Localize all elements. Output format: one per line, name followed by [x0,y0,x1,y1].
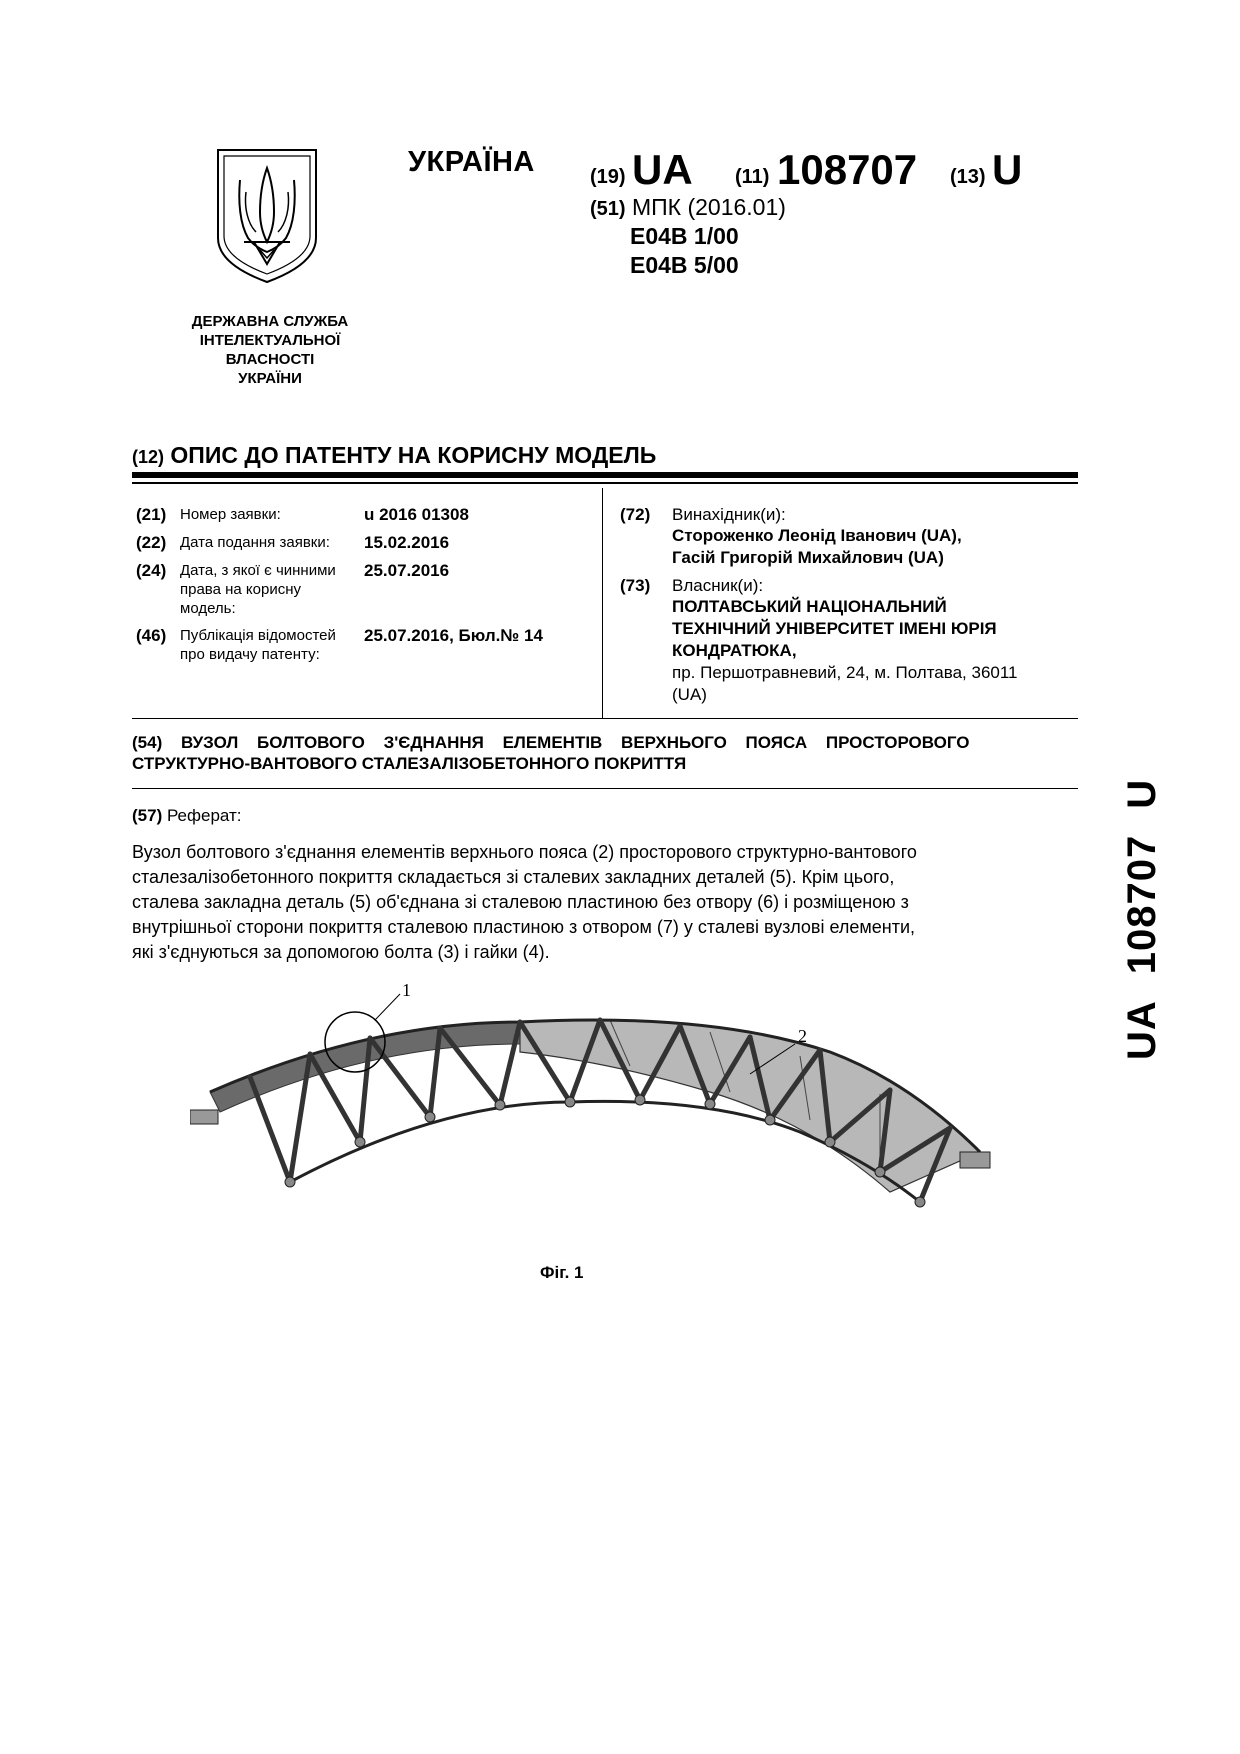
side-kind-code: U [1120,778,1164,809]
abstract-heading [132,806,242,826]
inid-code-12: (12) [132,447,165,467]
figure-label-2: 2 [798,1026,807,1046]
field-label: Дата подання заявки: [180,534,330,551]
owner-name-line: ПОЛТАВСЬКИЙ НАЦІОНАЛЬНИЙ [672,597,947,616]
patent-number: 108707 [777,146,918,193]
inid-code-19: (19) [590,166,626,188]
inid-code-54: (54) [132,733,163,752]
field-code: (24) [136,561,167,580]
figure-truss-roof [190,982,1020,1222]
abstract-line: внутрішньої сторони покриття сталевою пластиною з отвором (7) у сталеві вузлові елементи, [132,917,916,937]
country-code: UA [632,146,693,193]
agency-line: УКРАЇНИ [238,370,302,387]
inventor-name: Стороженко Леонід Іванович (UA), [672,526,962,545]
inid-code-57: (57) [132,806,163,825]
abstract-line: які з'єднуються за допомогою болта (3) і гайки (4). [132,942,550,962]
inid-code-11: (11) [735,166,770,188]
side-document-id [1120,778,1240,1060]
ipc-line [590,194,786,221]
agency-line: ДЕРЖАВНА СЛУЖБА [191,313,349,330]
ipc-label: МПК (2016.01) [631,194,786,220]
coat-of-arms-icon [214,146,320,286]
field-label: Публікація відомостей про видачу патенту: [180,627,336,663]
document-type [132,442,656,469]
agency-name [170,312,370,388]
owner-name-line: ТЕХНІЧНИЙ УНІВЕРСИТЕТ ІМЕНІ ЮРІЯ [672,619,997,638]
field-code: (46) [136,626,167,645]
abstract-label: Реферат: [166,806,242,825]
figure-caption: Фіг. 1 [540,1263,584,1282]
divider [132,482,1078,484]
owner-address-line: (UA) [672,685,707,704]
divider [132,788,1078,789]
inid-code-51: (51) [590,198,626,220]
side-country-code: UA [1120,1000,1164,1060]
inventors-label: Винахідник(и): [672,505,786,524]
abstract-line: Вузол болтового з'єднання елементів верхнього пояса (2) просторового структурно-вантового [132,842,917,862]
field-code: (22) [136,533,167,552]
invention-title-line: СТРУКТУРНО-ВАНТОВОГО СТАЛЕЗАЛІЗОБЕТОННОГО ПОКРИТТЯ [132,754,687,773]
country-name: УКРАЇНА [408,146,535,178]
owner-name-line: КОНДРАТЮКА, [672,641,797,660]
field-label: Дата, з якої є чинними права на корисну модель: [180,562,336,617]
document-type-title: ОПИС ДО ПАТЕНТУ НА КОРИСНУ МОДЕЛЬ [170,442,657,468]
field-value: 25.07.2016 [364,561,450,580]
field-label: Номер заявки: [180,506,281,523]
invention-title [132,732,1068,754]
figure-label-1: 1 [402,982,411,1000]
column-divider [602,488,603,718]
owner-label: Власник(и): [672,576,764,595]
divider [132,472,1078,478]
abstract-line: сталева закладна деталь (5) об'єднана зі сталевою пластиною без отвору (6) і розміщеною з [132,892,909,912]
agency-line: ВЛАСНОСТІ [225,351,315,368]
ipc-class: E04B 5/00 [630,252,739,278]
field-code: (21) [136,505,167,524]
divider [132,718,1078,719]
ipc-class: E04B 1/00 [630,223,739,249]
inid-code-13: (13) [950,166,986,188]
owner-code: (73) [620,576,651,595]
abstract-text [132,840,1068,965]
field-value: u 2016 01308 [364,505,469,524]
owner-address-line: пр. Першотравневий, 24, м. Полтава, 36011 [672,663,1018,682]
agency-line: ІНТЕЛЕКТУАЛЬНОЇ [199,332,341,349]
abstract-line: сталезалізобетонного покриття складається зі сталевих закладних деталей (5). Крім цього, [132,867,895,887]
inventor-name: Гасій Григорій Михайлович (UA) [672,548,944,567]
side-patent-number: 108707 [1120,834,1164,975]
field-value: 15.02.2016 [364,533,450,552]
kind-code: U [992,146,1023,193]
field-value: 25.07.2016, Бюл.№ 14 [364,626,543,645]
inventors-code: (72) [620,505,651,524]
invention-title-line: ВУЗОЛ БОЛТОВОГО З'ЄДНАННЯ ЕЛЕМЕНТІВ ВЕРХНЬОГО ПОЯСА ПРОСТОРОВОГО [180,733,970,752]
